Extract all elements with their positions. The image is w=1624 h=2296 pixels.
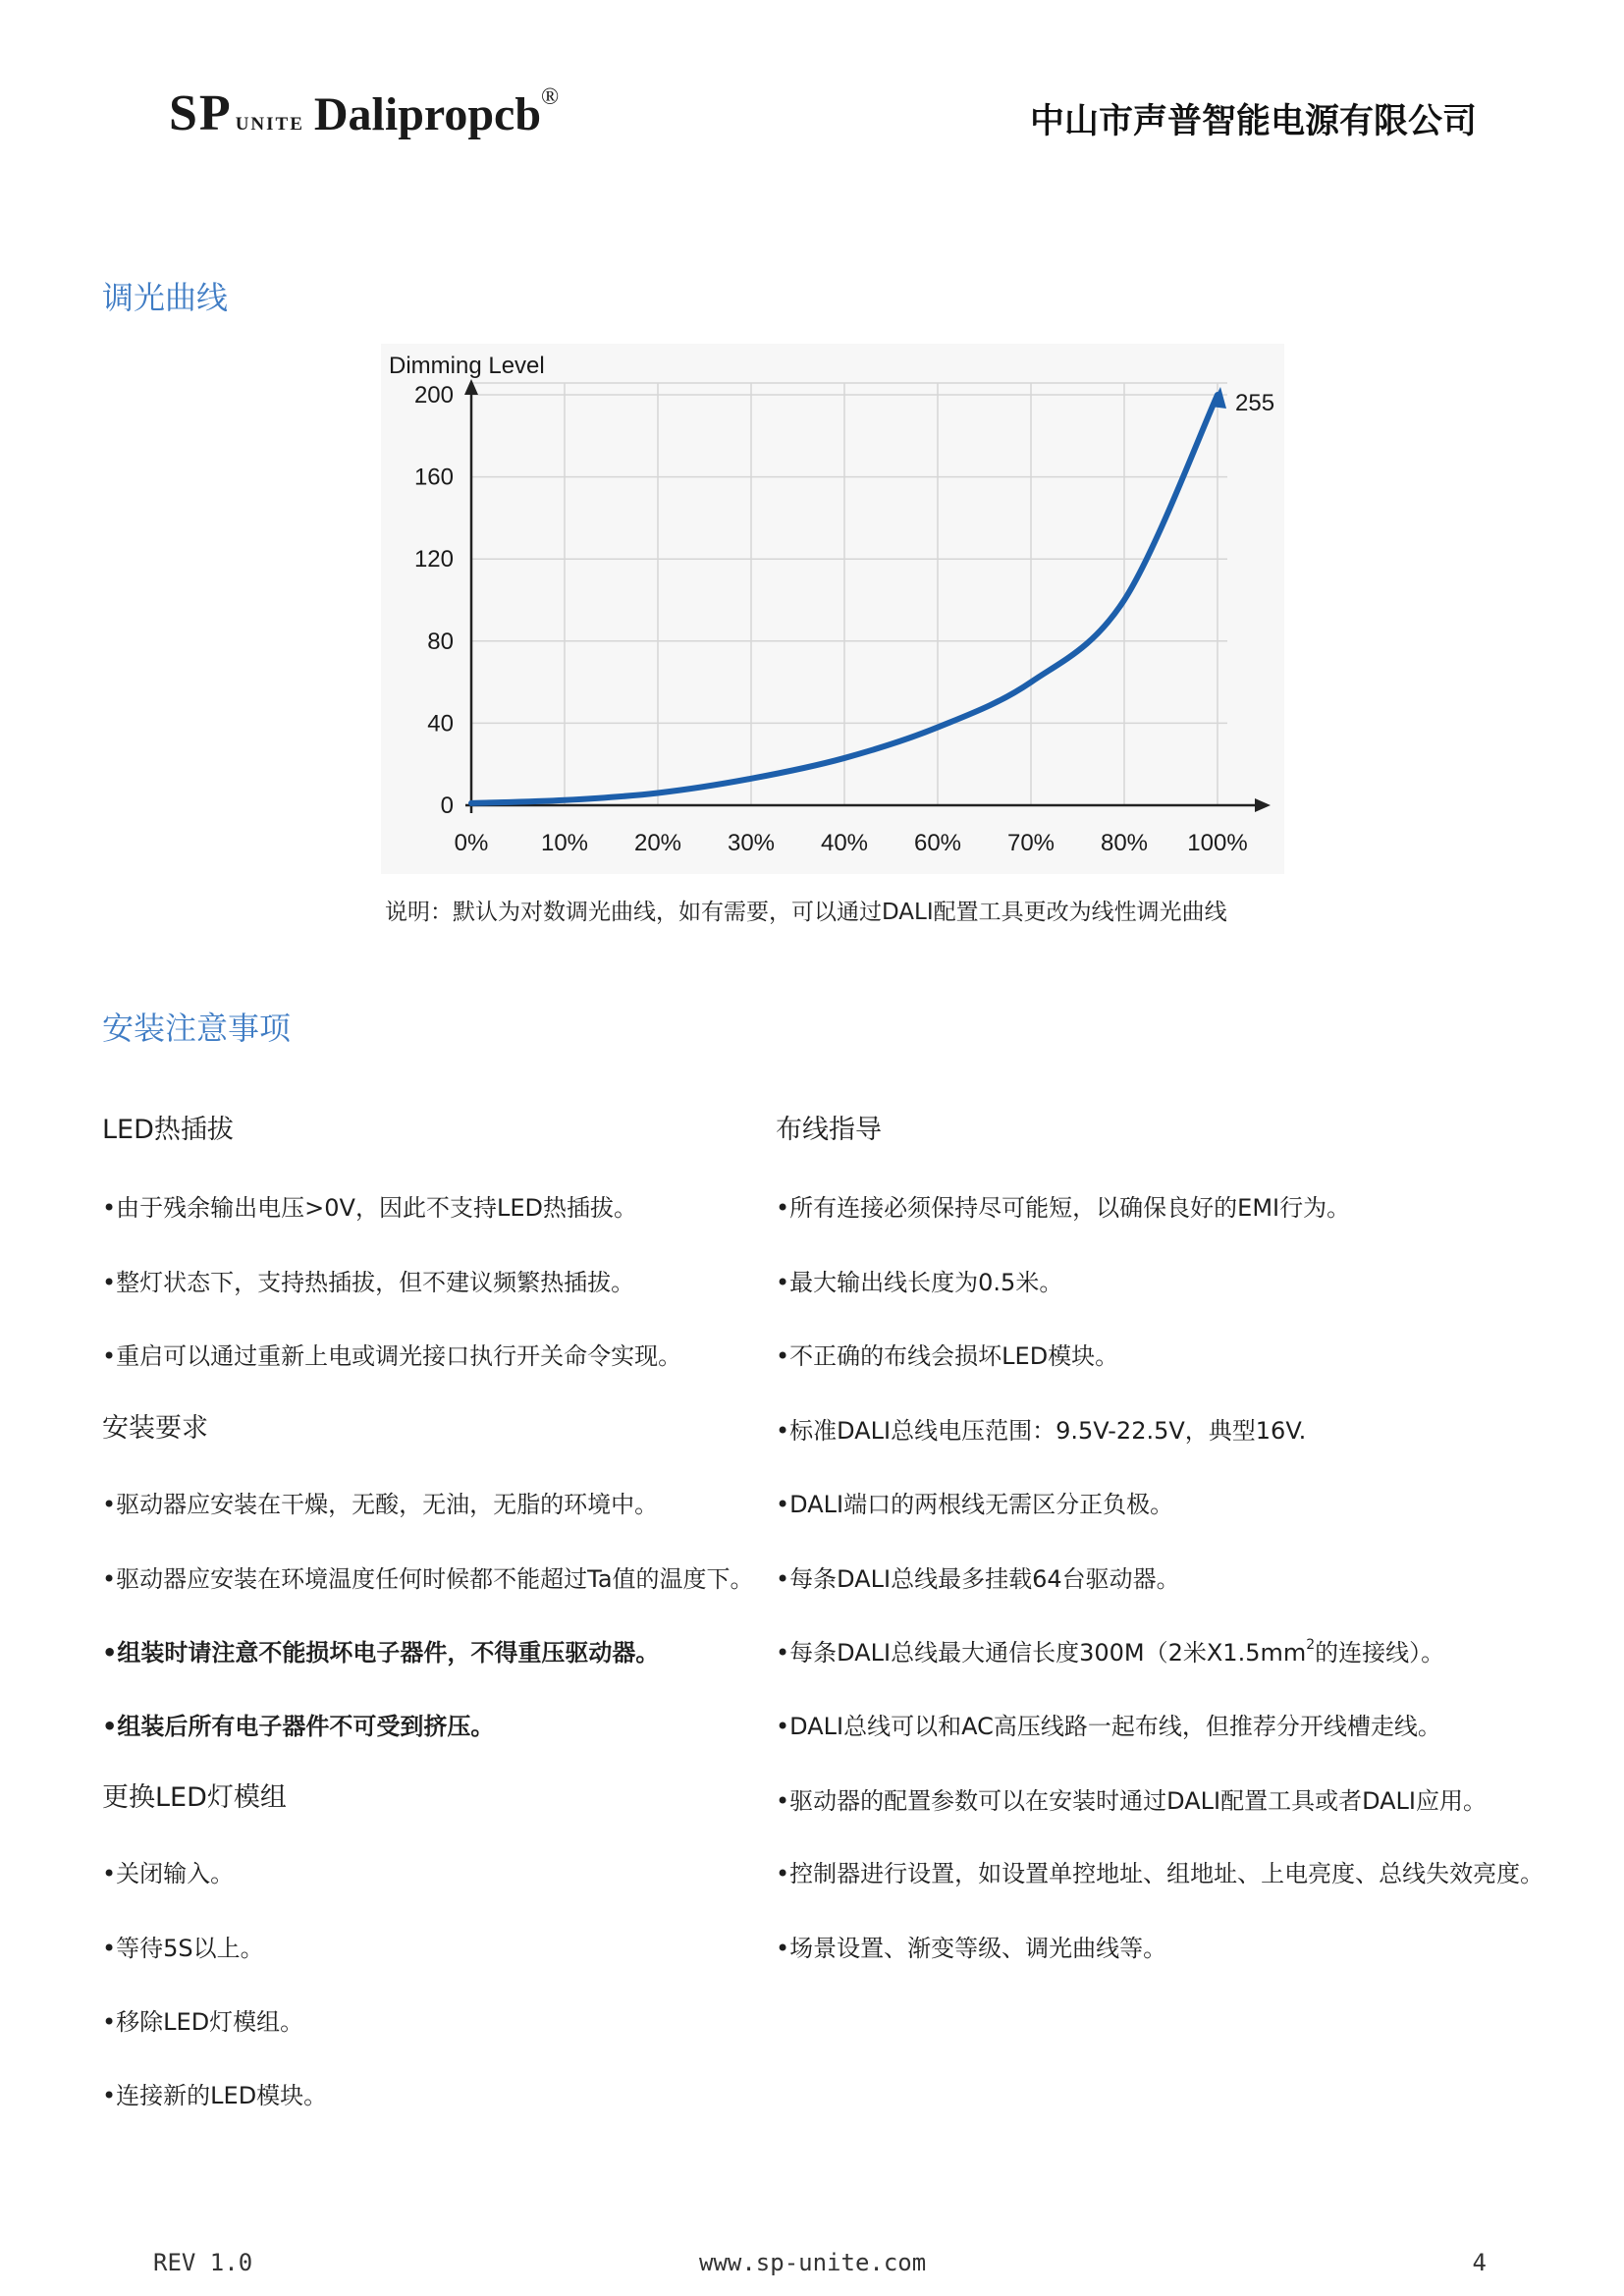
x-tick-label: 10% [540, 830, 589, 856]
logo-brand: Dalipropcb [313, 88, 542, 140]
y-tick-label: 200 [413, 382, 454, 409]
company-name: 中山市声普智能电源有限公司 [1029, 102, 1477, 141]
y-tick-label: 80 [427, 628, 454, 655]
list-item: •DALI总线可以和AC高压线路一起布线，但推荐分开线槽走线。 [776, 1713, 1441, 1740]
x-tick-label: 20% [633, 830, 682, 856]
list-item [776, 1633, 1444, 1667]
page-number: 4 [1472, 2249, 1487, 2276]
list-item: •组装时请注意不能损坏电子器件，不得重压驱动器。 [102, 1639, 660, 1667]
list-item: •驱动器应安装在干燥，无酸，无油，无脂的环境中。 [102, 1491, 659, 1518]
list-item: •关闭输入。 [102, 1860, 235, 1887]
list-item: •连接新的LED模块。 [102, 2082, 328, 2109]
list-item: •整灯状态下，支持热插拔，但不建议频繁热插拔。 [102, 1269, 635, 1296]
brand-logo [169, 84, 559, 153]
installation-section-title: 安装注意事项 [102, 1010, 292, 1047]
install-requirements-heading: 安装要求 [102, 1413, 208, 1444]
footer-revision: REV 1.0 [153, 2249, 253, 2276]
dimming-curve-section-title: 调光曲线 [102, 279, 229, 316]
x-tick-label: 40% [820, 830, 869, 856]
dimming-curve-chart [381, 344, 1284, 874]
list-item: •场景设置、渐变等级、调光曲线等。 [776, 1935, 1167, 1962]
list-item: •DALI端口的两根线无需区分正负极。 [776, 1491, 1174, 1518]
y-axis-label: Dimming Level [389, 353, 545, 379]
list-item: •等待5S以上。 [102, 1935, 264, 1962]
list-item: •每条DALI总线最多挂载64台驱动器。 [776, 1565, 1180, 1593]
superscript: 2 [1306, 1637, 1316, 1653]
list-item: •驱动器应安装在环境温度任何时候都不能超过Ta值的温度下。 [102, 1565, 754, 1593]
list-item: •最大输出线长度为0.5米。 [776, 1269, 1063, 1296]
y-tick-label: 120 [413, 546, 454, 574]
list-item: •组装后所有电子器件不可受到挤压。 [102, 1713, 495, 1740]
chart-background [381, 344, 1284, 874]
y-tick-label: 160 [413, 464, 454, 491]
curve-end-label: 255 [1235, 390, 1275, 416]
list-item: •驱动器的配置参数可以在安装时通过DALI配置工具或者DALI应用。 [776, 1787, 1488, 1815]
x-tick-label: 80% [1100, 830, 1149, 856]
list-item: •重启可以通过重新上电或调光接口执行开关命令实现。 [102, 1342, 682, 1370]
hot-plug-heading: LED热插拔 [102, 1115, 234, 1145]
list-item-text: 的连接线）。 [1315, 1639, 1445, 1667]
x-tick-label: 100% [1187, 830, 1248, 856]
list-item: •不正确的布线会损坏LED模块。 [776, 1342, 1119, 1370]
wiring-guide-heading: 布线指导 [776, 1115, 882, 1145]
x-tick-label: 60% [913, 830, 962, 856]
x-tick-label: 0% [454, 830, 489, 856]
replace-led-module-heading: 更换LED灯模组 [102, 1782, 287, 1813]
list-item-text: •每条DALI总线最大通信长度300M（2米X1.5mm [776, 1639, 1307, 1667]
y-tick-label: 40 [427, 710, 454, 738]
x-tick-labels [455, 830, 1248, 856]
logo-registered-mark: ® [541, 84, 560, 110]
x-tick-label: 30% [727, 830, 776, 856]
logo-unite: UNITE [235, 114, 304, 135]
logo-sp: SP [169, 85, 233, 141]
footer-website: www.sp-unite.com [699, 2249, 927, 2276]
list-item: •标准DALI总线电压范围：9.5V-22.5V，典型16V. [776, 1417, 1307, 1445]
list-item: •控制器进行设置，如设置单控地址、组地址、上电亮度、总线失效亮度。 [776, 1860, 1544, 1887]
list-item: •由于残余输出电压>0V，因此不支持LED热插拔。 [102, 1194, 637, 1222]
x-tick-label: 70% [1006, 830, 1056, 856]
y-tick-label: 0 [440, 793, 454, 819]
chart-caption: 说明：默认为对数调光曲线，如有需要，可以通过DALI配置工具更改为线性调光曲线 [385, 900, 1227, 925]
list-item: •移除LED灯模组。 [102, 2008, 304, 2036]
list-item: •所有连接必须保持尽可能短，以确保良好的EMI行为。 [776, 1194, 1351, 1222]
